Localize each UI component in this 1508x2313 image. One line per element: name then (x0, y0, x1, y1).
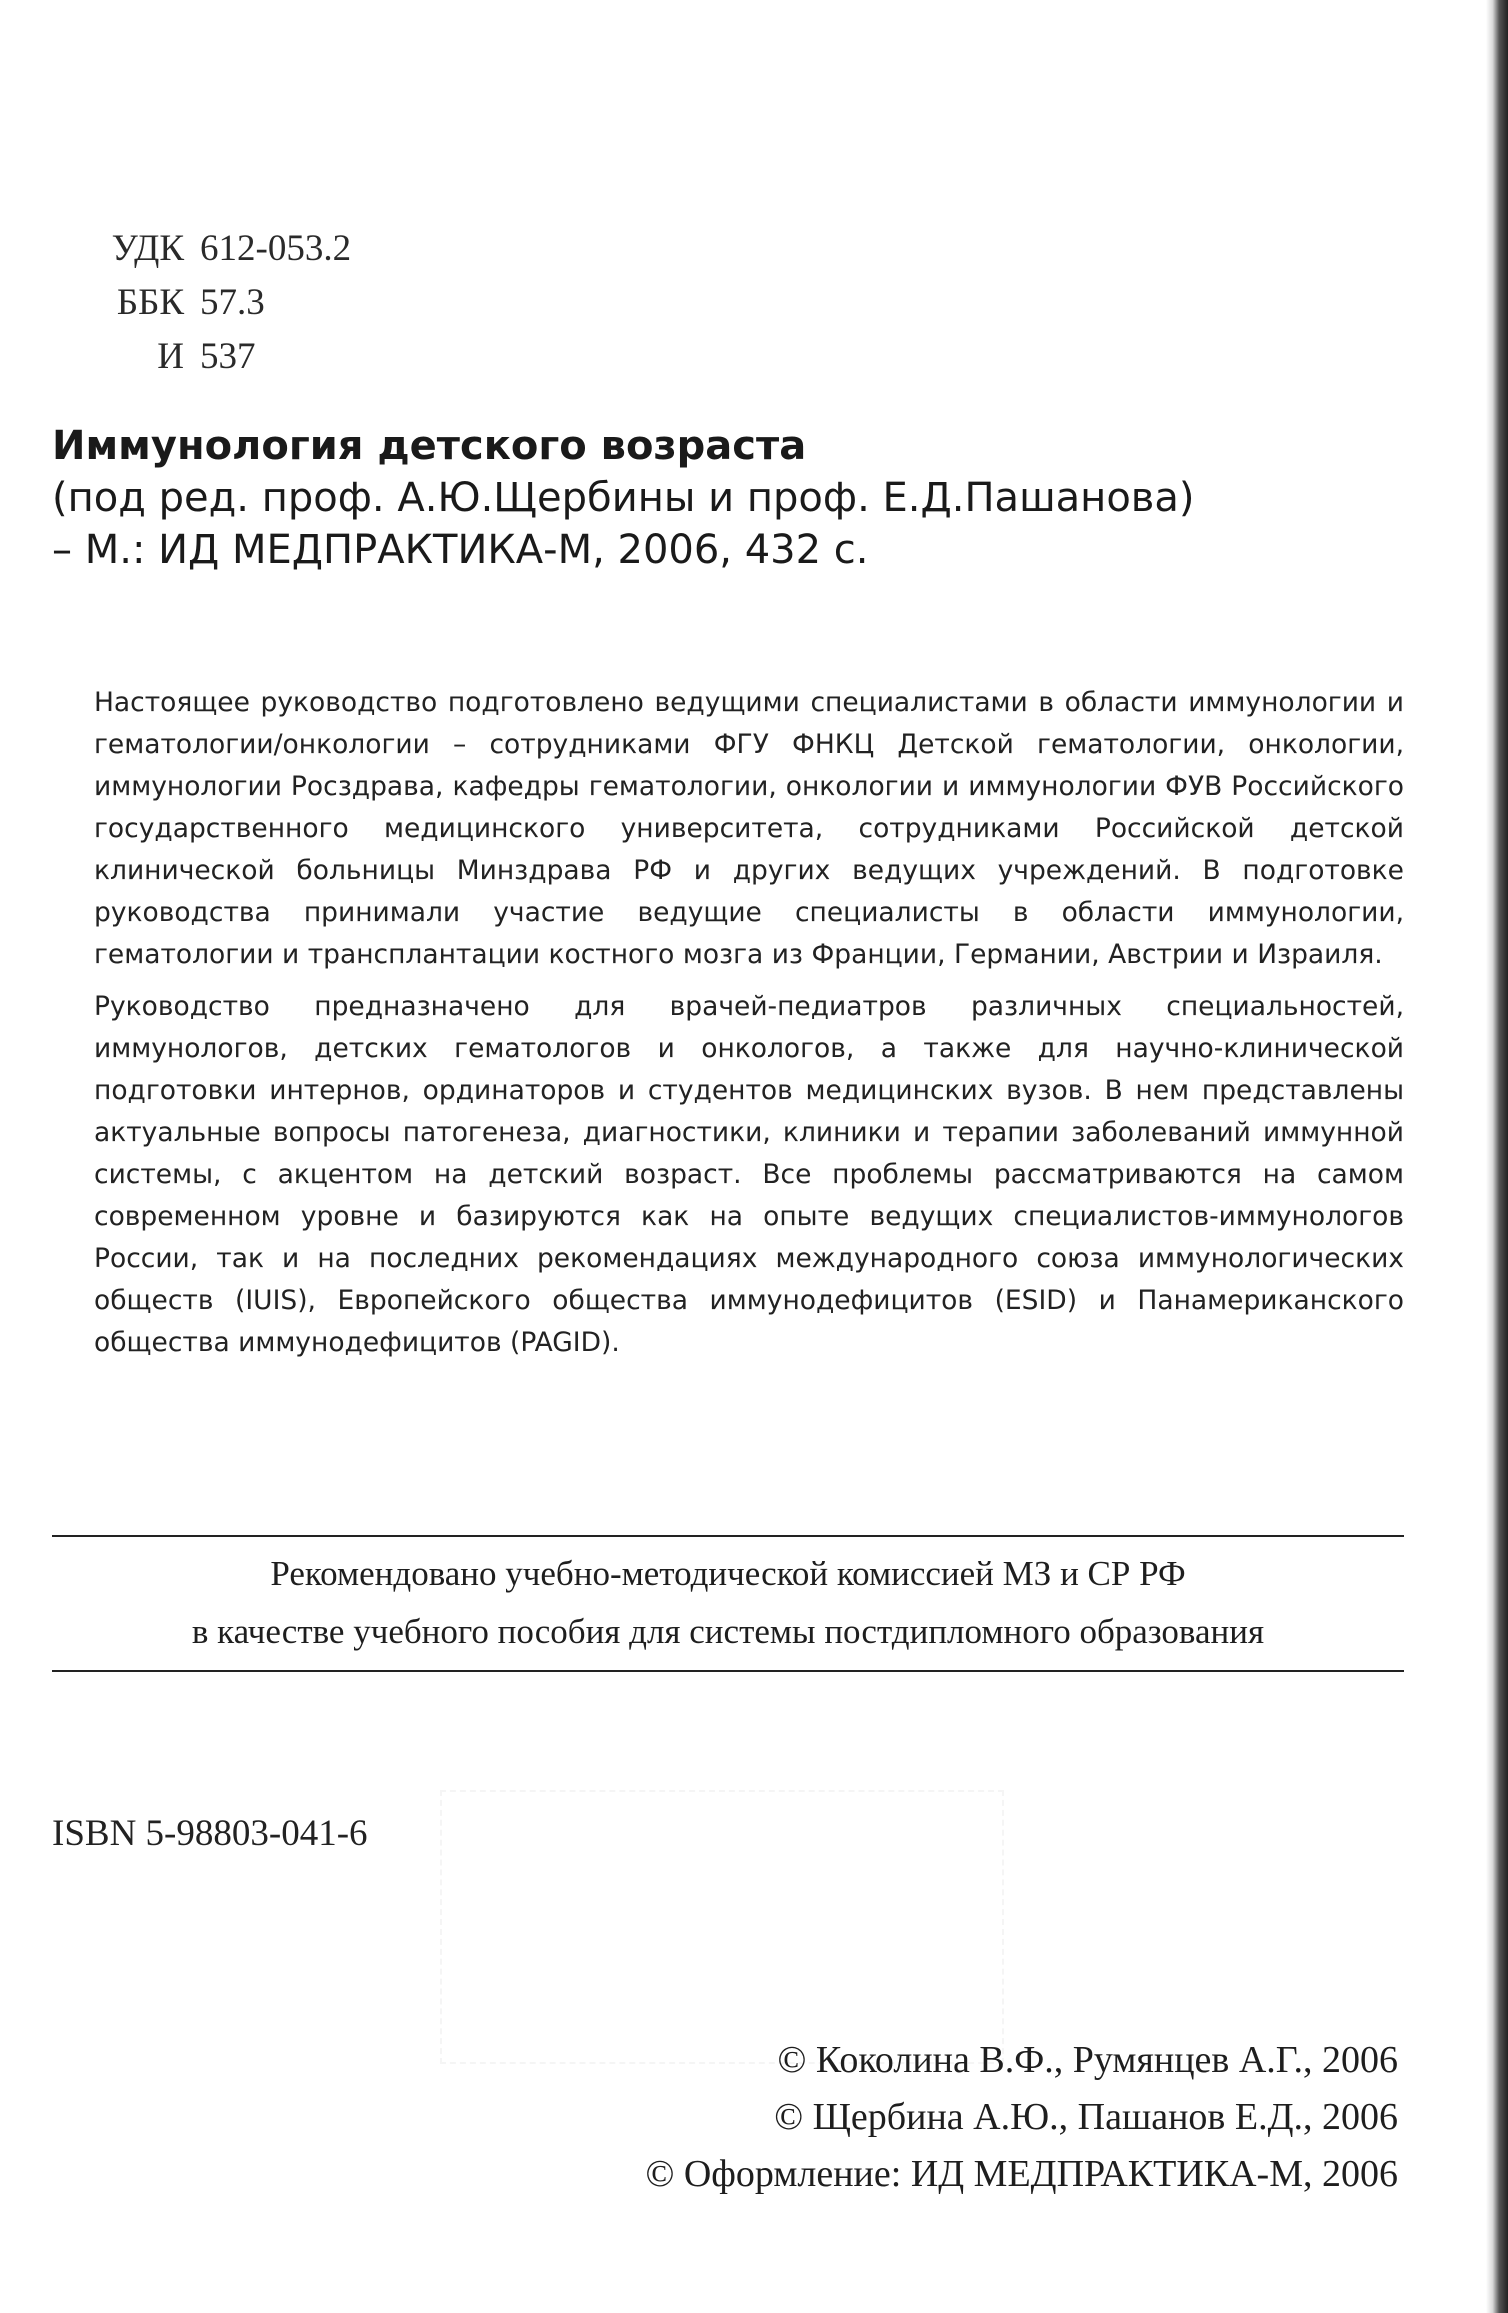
copyright-line-1: © Коколина В.Ф., Румянцев А.Г., 2006 (777, 2039, 1398, 2081)
isbn: ISBN 5-98803-041-6 (52, 1813, 368, 1854)
author-mark-label: И (157, 336, 184, 377)
bibliographic-entry (52, 420, 1195, 576)
bbk-label: ББК (116, 282, 184, 323)
author-mark-row (92, 330, 351, 384)
recommendation-block (52, 1545, 1404, 1661)
page-binding-edge (1486, 0, 1508, 2313)
classification-block (92, 222, 351, 384)
copyright-line-2: © Щербина А.Ю., Пашанов Е.Д., 2006 (774, 2096, 1398, 2138)
bbk-row (92, 276, 351, 330)
book-editors: (под ред. проф. А.Ю.Щербины и проф. Е.Д.Пашанова) (52, 475, 1195, 521)
udk-label: УДК (111, 228, 184, 269)
bbk-value: 57.3 (200, 282, 265, 323)
udk-value: 612-053.2 (200, 228, 352, 269)
book-title: Иммунология детского возраста (52, 423, 807, 469)
book-publisher: – М.: ИД МЕДПРАКТИКА-М, 2006, 432 с. (52, 527, 869, 573)
copyright-block (645, 2032, 1398, 2203)
faded-library-stamp (440, 1790, 1004, 2064)
udk-row (92, 222, 351, 276)
recommendation-line-2: в качестве учебного пособия для системы постдипломного образования (191, 1612, 1265, 1651)
copyright-line-3: © Оформление: ИД МЕДПРАКТИКА-М, 2006 (645, 2153, 1398, 2195)
annotation-paragraph-2: Руководство предназначено для врачей-педиатров различных специальностей, иммунологов, детских гематологов и онкологов, а также для научно-клинической подготовки интернов, ординаторов и студентов медицинских вузов. В нем представлены актуальные вопросы патогенеза, диагностики, клиники и терапии заболеваний иммунной системы, с акцентом на детский возраст. Все проблемы рассматриваются на самом современном уровне и базируются как на опыте ведущих специалистов-иммунологов России, так и на последних рекомендациях международного союза иммунологических обществ (IUIS), Европейского общества иммунодефицитов (ESID) и Панамериканского общества иммунодефицитов (PAGID). (94, 991, 1404, 1358)
recommendation-line-1: Рекомендовано учебно-методической комиссией МЗ и СР РФ (270, 1554, 1186, 1593)
bottom-divider (52, 1670, 1404, 1672)
annotation (94, 682, 1404, 1364)
author-mark-value: 537 (200, 336, 256, 377)
top-divider (52, 1535, 1404, 1537)
annotation-paragraph-1: Настоящее руководство подготовлено ведущими специалистами в области иммунологии и гематологии/онкологии – сотрудниками ФГУ ФНКЦ Детской гематологии, онкологии, иммунологии Росздрава, кафедры гематологии, онкологии и иммунологии ФУВ Российского государственного медицинского университета, сотрудниками Российской детской клинической больницы Минздрава РФ и других ведущих учреждений. В подготовке руководства принимали участие ведущие специалисты в области иммунологии, гематологии и трансплантации костного мозга из Франции, Германии, Австрии и Израиля. (94, 687, 1404, 970)
